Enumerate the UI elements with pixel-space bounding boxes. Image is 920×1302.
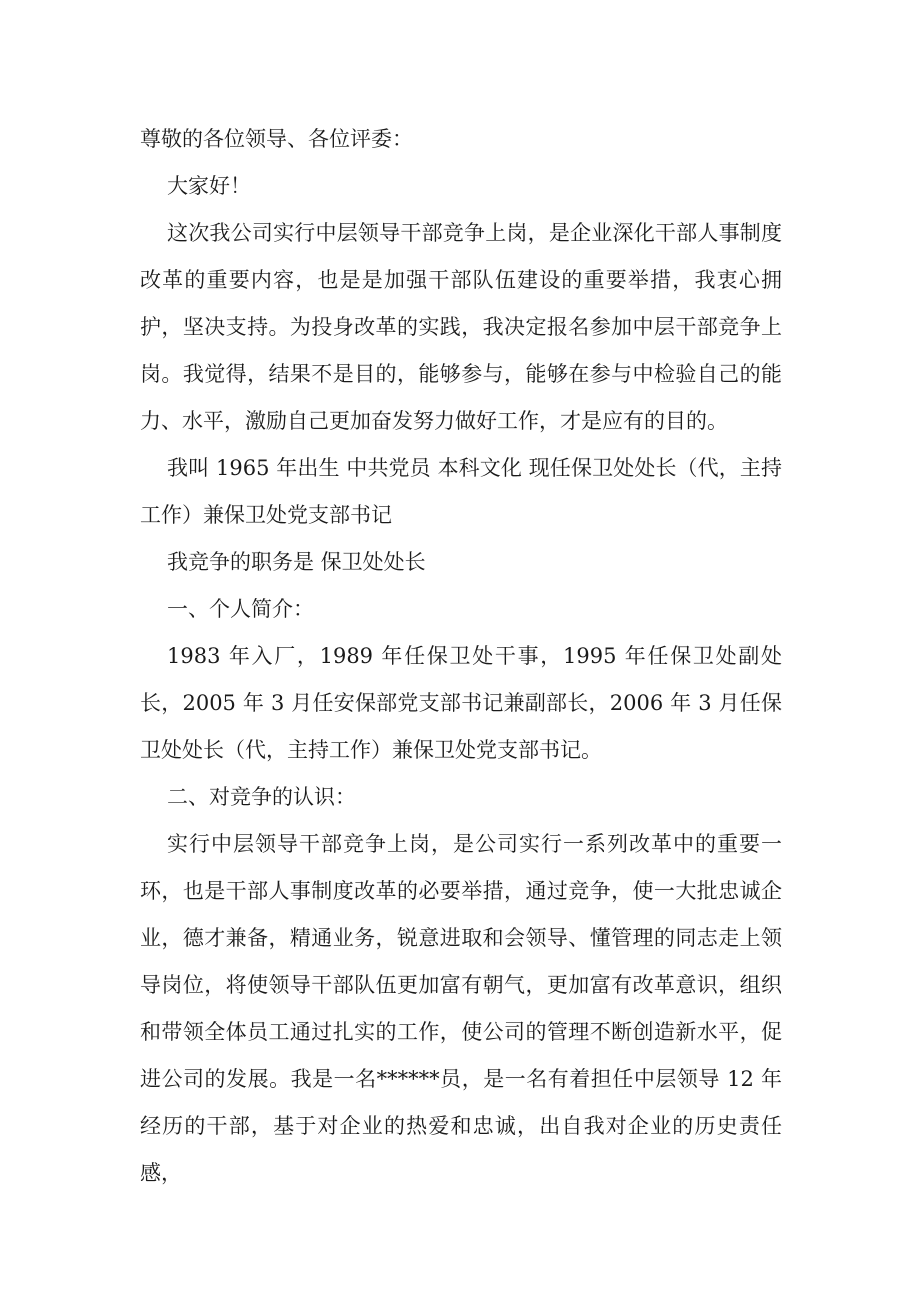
section-heading-competition-understanding: 二、对竞争的认识： [167,785,356,809]
paragraph-career-history: 1983 年入厂，1989 年任保卫处干事，1995 年任保卫处副处长，2005 年 3 月任安保部党支部书记兼副部长，2006 年 3 月任保卫处处长（代，主持工作）兼保卫处党支部书记。 [140,644,782,762]
document-body [140,116,782,1197]
paragraph-self-introduction: 我叫 1965 年出生 中共党员 本科文化 现任保卫处处长（代，主持工作）兼保卫处党支部书记 [140,456,782,527]
section-heading-personal-profile: 一、个人简介： [167,597,314,621]
paragraph-target-position: 我竞争的职务是 保卫处处长 [167,550,426,574]
paragraph-intro: 这次我公司实行中层领导干部竞争上岗，是企业深化干部人事制度改革的重要内容，也是是加强干部队伍建设的重要举措，我衷心拥护，坚决支持。为投身改革的实践，我决定报名参加中层干部竞争上岗。我觉得，结果不是目的，能够参与，能够在参与中检验自己的能力、水平，激励自己更加奋发努力做好工作，才是应有的目的。 [140,221,782,433]
greeting: 大家好！ [167,174,251,198]
salutation: 尊敬的各位领导、各位评委： [140,127,413,151]
paragraph-competition-understanding: 实行中层领导干部竞争上岗，是公司实行一系列改革中的重要一环，也是干部人事制度改革的必要举措，通过竞争，使一大批忠诚企业，德才兼备，精通业务，锐意进取和会领导、懂管理的同志走上领导岗位，将使领导干部队伍更加富有朝气，更加富有改革意识，组织和带领全体员工通过扎实的工作，使公司的管理不断创造新水平，促进公司的发展。我是一名******员，是一名有着担任中层领导 12 年经历的干部，基于对企业的热爱和忠诚，出自我对企业的历史责任感， [140,832,782,1185]
